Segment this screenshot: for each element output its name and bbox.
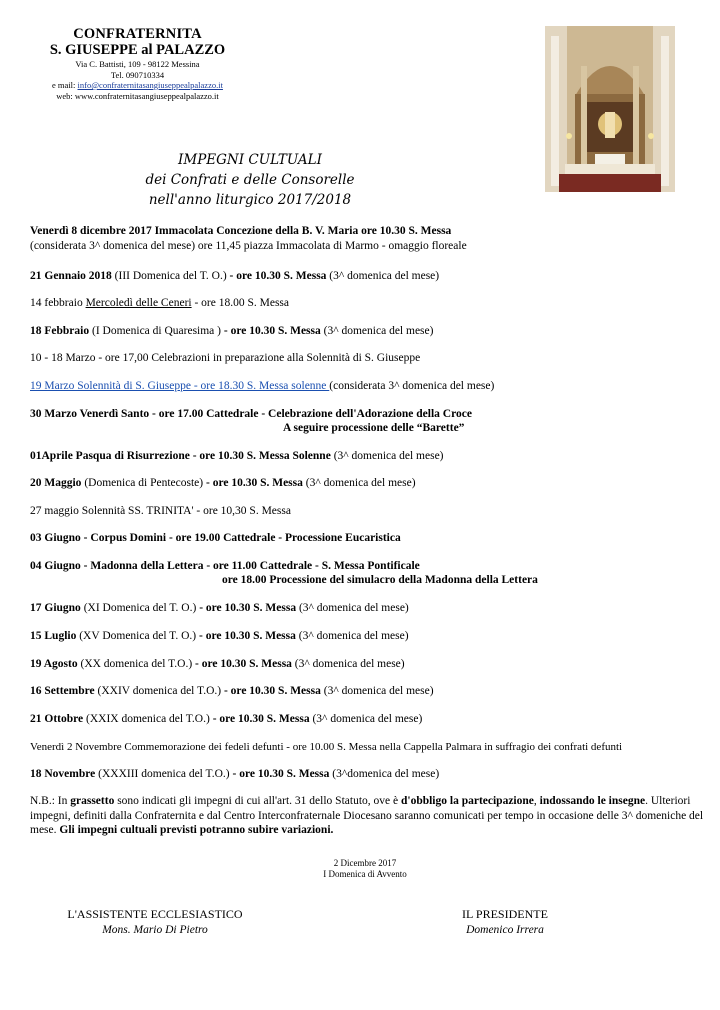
event-item — [30, 379, 494, 393]
event-bold: - ore 10.30 S. Messa — [199, 602, 297, 614]
website: web: www.confraternitasangiuseppealpalazzo.it — [56, 90, 219, 101]
event-text: (3^domenica del mese) — [329, 768, 440, 780]
nota-bene — [30, 794, 710, 838]
event-bold: - ore 10.30 S. Messa — [195, 658, 292, 670]
nb-bold: indossando le insegne — [539, 795, 646, 807]
nb-bold: d'obbligo la partecipazione — [400, 795, 534, 807]
event-bold: Venerdì 8 dicembre 2017 Immacolata Concezione della B. V. Maria ore 10.30 S. Messa — [30, 225, 452, 237]
letterhead — [40, 26, 235, 101]
event-text: (3^ domenica del mese) — [326, 270, 440, 282]
event-date: 19 Agosto — [30, 658, 78, 670]
event-date: 18 Novembre — [30, 768, 96, 780]
signature-right — [440, 907, 570, 938]
event-text: 27 maggio Solennità SS. TRINITA' - ore 10,30 S. Messa — [30, 505, 291, 517]
signature-right-title: IL PRESIDENTE — [462, 907, 548, 921]
event-item-continuation — [283, 421, 464, 435]
title-line3: nell'anno liturgico 2017/2018 — [148, 192, 352, 208]
event-text: (Domenica di Pentecoste) — [81, 477, 206, 489]
event-item-continuation — [222, 573, 538, 587]
address: Via C. Battisti, 109 - 98122 Messina — [75, 59, 200, 69]
event-text: (3^ domenica del mese) — [291, 658, 405, 670]
event-item — [30, 224, 451, 238]
nb-bold: grassetto — [70, 795, 115, 807]
date-line1: 2 Dicembre 2017 — [333, 858, 397, 868]
event-bold: - ore 10.30 S. Messa — [223, 685, 321, 697]
nb-bold: Gli impegni cultuali previsti potranno subire variazioni. — [59, 824, 334, 836]
document-title — [70, 150, 430, 210]
nb-text: sono indicati gli impegni di cui all'art. 31 dello Statuto, ove è — [114, 795, 401, 807]
event-text: (3^ domenica del mese) — [330, 450, 444, 462]
altar-illustration — [545, 26, 675, 192]
title-line1: IMPEGNI CULTUALI — [178, 152, 322, 168]
signature-left-name: Mons. Mario Di Pietro — [102, 924, 208, 936]
event-item — [30, 531, 401, 545]
event-item — [30, 601, 409, 615]
event-bold: 04 Giugno - Madonna della Lettera - ore 11.00 Cattedrale - S. Messa Pontificale — [30, 560, 420, 572]
event-item — [30, 351, 420, 365]
event-item — [30, 684, 434, 698]
email-line — [40, 80, 235, 91]
event-bold: - ore 10.30 S. Messa — [229, 270, 327, 282]
event-text: (3^ domenica del mese) — [320, 325, 434, 337]
event-item — [30, 239, 467, 253]
event-item — [30, 296, 289, 310]
event-date: 18 Febbraio — [30, 325, 90, 337]
event-bold: - ore 10.30 S. Messa — [223, 325, 321, 337]
document-date — [290, 858, 440, 880]
event-item — [30, 629, 409, 643]
event-text: (3^ domenica del mese) — [309, 713, 423, 725]
signature-left-title: L'ASSISTENTE ECCLESIASTICO — [67, 907, 243, 921]
event-item — [30, 712, 422, 726]
event-bold: 30 Marzo Venerdì Santo - ore 17.00 Cattedrale - Celebrazione dell'Adorazione della Croce — [30, 408, 472, 420]
event-item — [30, 740, 622, 754]
event-item — [30, 657, 405, 671]
title-line2: dei Confrati e delle Consorelle — [145, 172, 355, 188]
event-text: (3^ domenica del mese) — [295, 630, 409, 642]
event-date: 21 Gennaio 2018 — [30, 270, 112, 282]
event-date: 16 Settembre — [30, 685, 95, 697]
event-text: 14 febbraio — [30, 297, 86, 309]
event-bold: - ore 10.30 S. Messa — [198, 630, 296, 642]
event-text: (III Domenica del T. O.) — [111, 270, 230, 282]
event-text: (XX domenica del T.O.) — [77, 658, 196, 670]
event-text: (3^ domenica del mese) — [296, 602, 409, 614]
email-link[interactable]: info@confraternitasangiuseppealpalazzo.it — [77, 80, 223, 90]
signature-left — [55, 907, 255, 938]
event-bold: 01Aprile Pasqua di Risurrezione - ore 10.30 S. Messa Solenne — [30, 450, 331, 462]
event-text: (XXXIII domenica del T.O.) — [95, 768, 233, 780]
org-name-line1: CONFRATERNITA — [73, 26, 202, 42]
event-text: (3^ domenica del mese) — [320, 685, 434, 697]
nb-text: . Ulteriori impegni, definiti dalla Confraternita e dal Centro Interconfraternale Diocesano saranno comunicati per tempo in occasione delle 3^ domeniche del mese. — [30, 795, 704, 836]
signature-right-name: Domenico Irrera — [466, 924, 544, 936]
event-text: (3^ domenica del mese) — [302, 477, 416, 489]
event-date: 20 Maggio — [30, 477, 82, 489]
event-item — [30, 559, 420, 573]
event-text: 10 - 18 Marzo - ore 17,00 Celebrazioni in preparazione alla Solennità di S. Giuseppe — [30, 352, 421, 364]
event-text: (XXIV domenica del T.O.) — [94, 685, 224, 697]
event-text: (XI Domenica del T. O.) — [80, 602, 200, 614]
event-underlined: Mercoledì delle Ceneri — [85, 297, 192, 309]
nb-text: , — [533, 795, 540, 807]
event-item — [30, 324, 433, 338]
org-name-line2: S. GIUSEPPE al PALAZZO — [49, 42, 226, 58]
event-text: (XV Domenica del T. O.) — [76, 630, 199, 642]
event-date: 15 Luglio — [30, 630, 77, 642]
event-text: (I Domenica di Quaresima ) — [89, 325, 224, 337]
event-text: (considerata 3^ domenica del mese) — [329, 380, 495, 392]
event-item — [30, 767, 439, 781]
event-text: (considerata 3^ domenica del mese) ore 11,45 piazza Immacolata di Marmo - omaggio floreale — [30, 240, 467, 252]
event-bold: ore 18.00 Processione del simulacro della Madonna della Lettera — [222, 574, 538, 586]
event-text: - ore 18.00 S. Messa — [191, 297, 290, 309]
event-item — [30, 449, 444, 463]
event-item — [30, 269, 439, 283]
email-label: e mail: — [52, 80, 76, 90]
church-altar-photo — [545, 26, 675, 192]
event-text: Venerdì 2 Novembre Commemorazione dei fedeli defunti - ore 10.00 S. Messa nella Cappella Palmara in suffragio dei confrati defunti — [30, 741, 623, 753]
event-item — [30, 476, 416, 490]
event-bold: - ore 10.30 S. Messa — [212, 713, 310, 725]
phone: Tel. 090710334 — [110, 69, 165, 80]
event-item — [30, 504, 291, 518]
event-bold: - ore 10.30 S. Messa — [205, 477, 303, 489]
nb-text: N.B.: In — [30, 795, 71, 807]
event-bold: A seguire processione delle “Barette” — [283, 422, 465, 434]
date-line2: I Domenica di Avvento — [323, 869, 407, 879]
event-item — [30, 407, 472, 421]
event-date: 21 Ottobre — [30, 713, 84, 725]
event-date: 17 Giugno — [30, 602, 81, 614]
event-bold: 03 Giugno - Corpus Domini - ore 19.00 Cattedrale - Processione Eucaristica — [30, 532, 401, 544]
event-bold: - ore 10.30 S. Messa — [232, 768, 330, 780]
event-text: (XXIX domenica del T.O.) — [83, 713, 213, 725]
event-link[interactable]: 19 Marzo Solennità di S. Giuseppe - ore 18.30 S. Messa solenne — [30, 380, 330, 392]
